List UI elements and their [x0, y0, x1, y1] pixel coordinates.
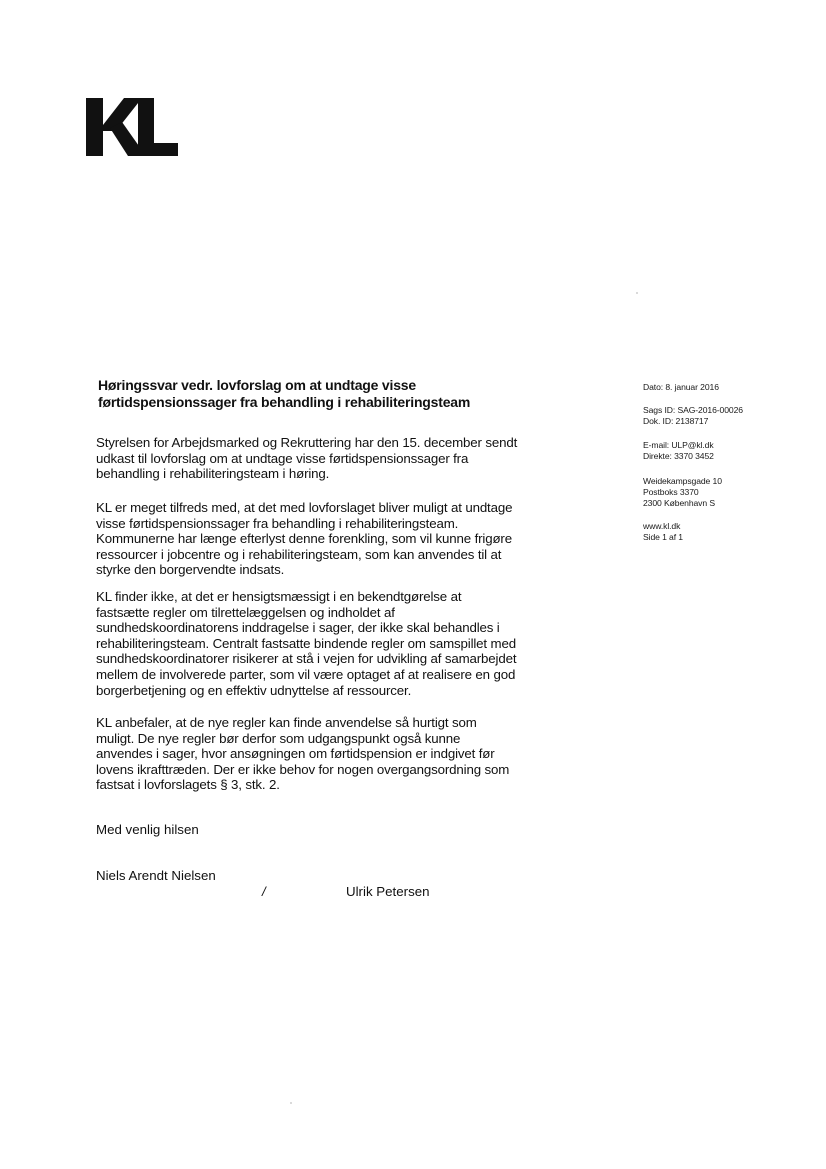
- paragraph-line: KL finder ikke, at det er hensigtsmæssigt i en bekendtgørelse at: [96, 589, 462, 604]
- paragraph-line: ressourcer i jobcentre og i rehabiliteringsteam, som kan anvendes til at: [96, 546, 502, 562]
- paragraph-line: udkast til lovforslag om at undtage visse førtidspensionssager fra: [96, 450, 469, 466]
- direct-phone-line: Direkte: 3370 3452: [643, 451, 714, 461]
- paragraph-line: behandling i rehabiliteringsteam i høring.: [96, 466, 330, 482]
- sidebar-web: [643, 521, 803, 543]
- paragraph-line: muligt. De nye regler bør derfor som udgangspunkt også kunne: [96, 730, 461, 746]
- paragraph-line: Kommunerne har længe efterlyst denne forenkling, som vil kunne frigøre: [96, 531, 512, 547]
- signatory-name: Ulrik Petersen: [346, 884, 430, 899]
- paragraph-line: Styrelsen for Arbejdsmarked og Rekruttering har den 15. december sendt: [96, 435, 518, 450]
- signature-separator: /: [262, 884, 266, 899]
- paragraph-line: borgerbetjening og en effektiv udnyttelse af ressourcer.: [96, 682, 412, 698]
- case-id: Sags ID: SAG-2016-00026: [643, 405, 743, 415]
- paragraph-line: styrke den borgervendte indsats.: [96, 562, 285, 578]
- paragraph-objection: [96, 589, 616, 698]
- scan-speck: [290, 1102, 292, 1104]
- signatory-name: Niels Arendt Nielsen: [96, 868, 216, 883]
- paragraph-recommendation: [96, 715, 616, 793]
- sidebar-contact: [643, 440, 803, 462]
- email-line: E-mail: ULP@kl.dk: [643, 440, 714, 450]
- website-link: www.kl.dk: [643, 521, 681, 531]
- letter-title-line: førtidspensionssager fra behandling i rehabiliteringsteam: [98, 394, 471, 410]
- paragraph-support: [96, 500, 616, 578]
- sidebar-address: [643, 476, 803, 509]
- date-label: Dato: 8. januar 2016: [643, 382, 719, 392]
- page-number: Side 1 af 1: [643, 532, 683, 542]
- paragraph-intro: [96, 435, 616, 482]
- paragraph-line: anvendes i sager, hvor ansøgningen om førtidspension er indgivet før: [96, 746, 495, 762]
- letter-title-line: Høringssvar vedr. lovforslag om at undtage visse: [98, 377, 416, 393]
- paragraph-line: mellem de involverede parter, som vil være optaget af at realisere en god: [96, 666, 516, 682]
- paragraph-line: sundhedskoordinatorer risikerer at stå i vejen for udvikling af samarbejdet: [96, 651, 517, 667]
- po-box: Postboks 3370: [643, 487, 699, 497]
- street-address: Weidekampsgade 10: [643, 476, 722, 486]
- paragraph-line: rehabiliteringsteam. Centralt fastsatte bindende regler om samspillet med: [96, 635, 516, 651]
- closing-salutation: Med venlig hilsen: [96, 822, 199, 837]
- paragraph-line: KL er meget tilfreds med, at det med lovforslaget bliver muligt at undtage: [96, 500, 513, 515]
- postal-city: 2300 København S: [643, 498, 715, 508]
- paragraph-line: fastsætte regler om tilrettelæggelsen og indholdet af: [96, 604, 395, 620]
- scan-speck: [636, 292, 638, 294]
- letter-title: [98, 377, 578, 411]
- paragraph-line: fastsat i lovforslagets § 3, stk. 2.: [96, 777, 280, 793]
- paragraph-line: lovens ikrafttræden. Der er ikke behov for nogen overgangsordning som: [96, 761, 510, 777]
- kl-logo: [86, 98, 178, 158]
- paragraph-line: visse førtidspensionssager fra behandling i rehabiliteringsteam.: [96, 515, 459, 531]
- sidebar-references: [643, 405, 803, 427]
- paragraph-line: sundhedskoordinatorens inddragelse i sager, der ikke skal behandles i: [96, 620, 500, 636]
- sidebar-date: [643, 382, 803, 393]
- paragraph-line: KL anbefaler, at de nye regler kan finde anvendelse så hurtigt som: [96, 715, 477, 730]
- document-id: Dok. ID: 2138717: [643, 416, 709, 426]
